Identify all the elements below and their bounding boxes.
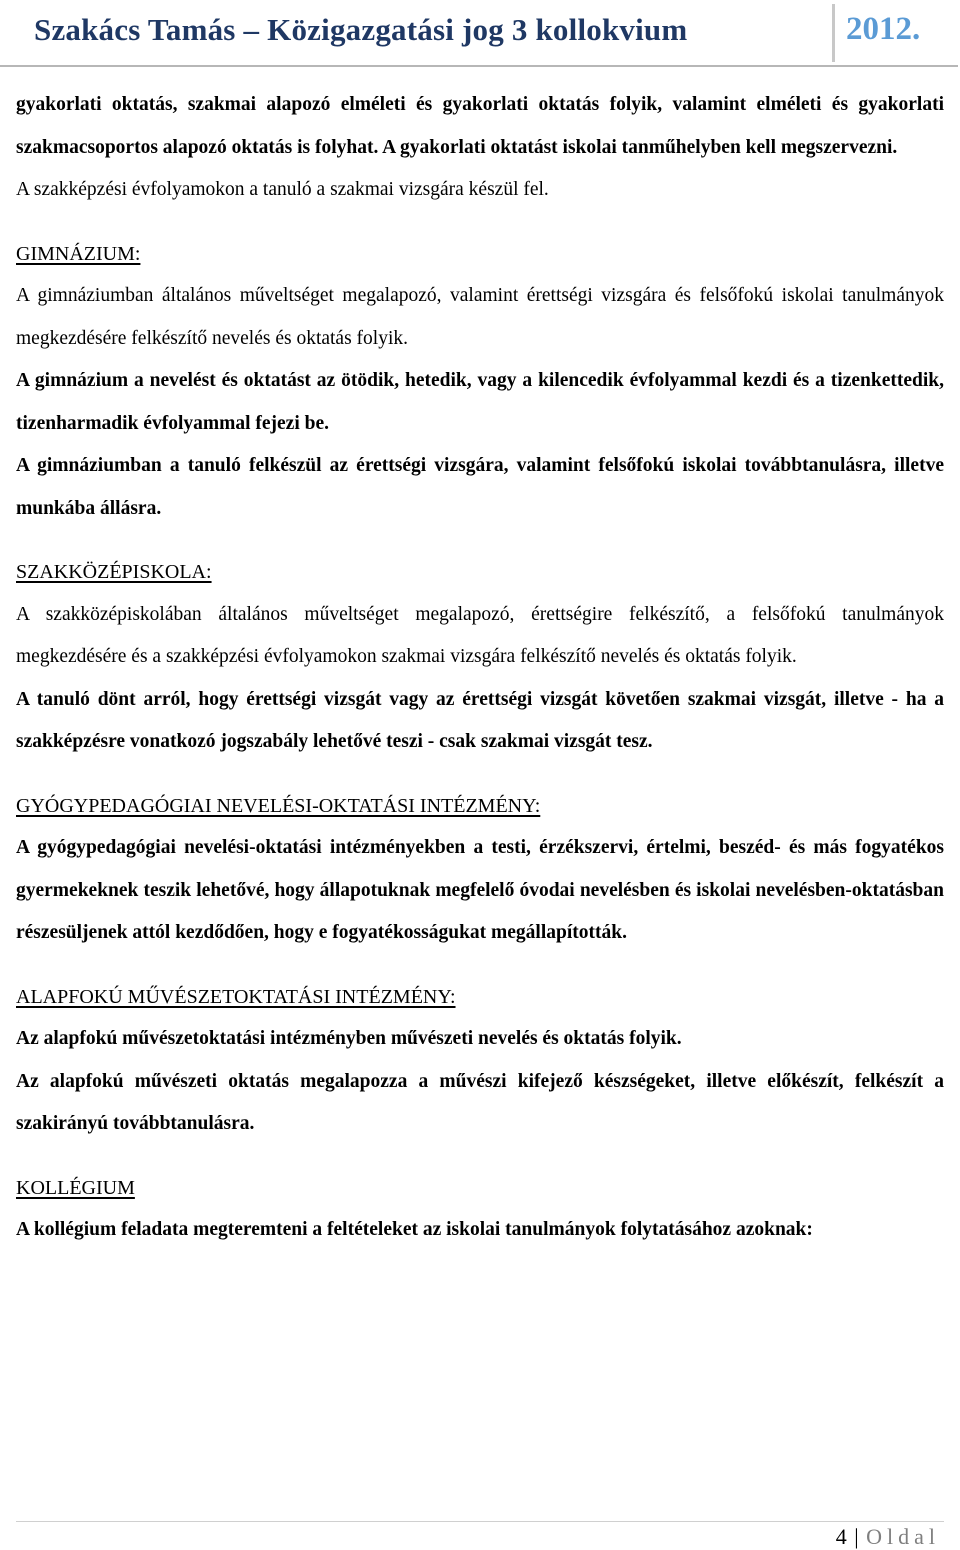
header-rule [0, 65, 958, 67]
gyogypedagogiai-paragraph-1: A gyógypedagógiai nevelési-oktatási intézményekben a testi, érzékszervi, értelmi, beszéd- és más fogyatékos gyermekeknek teszik lehetővé, hogy állapotuknak megfelelő óvodai nevelésben és iskolai nevelésben-oktatásban részesüljenek attól kezdődően, hogy e fogyatékosságukat megállapították. [16, 837, 944, 943]
header-divider [832, 4, 835, 62]
section-heading-gimnazium: GIMNÁZIUM: [16, 242, 141, 265]
szakkozepiskola-paragraph-1: A szakközépiskolában általános műveltséget megalapozó, érettségire felkészítő, a felsőfokú tanulmányok megkezdésére és a szakképzési évfolyamokon szakmai vizsgára felkészítő nevelés és oktatás folyik. [16, 603, 944, 667]
intro-paragraph-1: gyakorlati oktatás, szakmai alapozó elméleti és gyakorlati oktatás folyik, valamint elméleti és gyakorlati szakmacsoportos alapozó oktatás is folyhat. A gyakorlati oktatást iskolai tanműhelyben kell megszervezni. [16, 94, 944, 158]
section-heading-alapfoku: ALAPFOKÚ MŰVÉSZETOKTATÁSI INTÉZMÉNY: [16, 985, 456, 1008]
szakkozepiskola-paragraph-2: A tanuló dönt arról, hogy érettségi vizsgát vagy az érettségi vizsgát követően szakmai vizsgát, illetve - ha a szakképzésre vonatkozó jogszabály lehetővé teszi - csak szakmai vizsgát tesz. [16, 688, 944, 752]
section-heading-szakkozepiskola: SZAKKÖZÉPISKOLA: [16, 561, 212, 583]
alapfoku-paragraph-2: Az alapfokú művészeti oktatás megalapozza a művészi kifejező készségeket, illetve előkészít, felkészít a szakirányú továbbtanulásra. [16, 1070, 944, 1134]
gimnazium-paragraph-1: A gimnáziumban általános műveltséget megalapozó, valamint érettségi vizsgára és felsőfokú iskolai tanulmányok megkezdésére felkészítő nevelés és oktatás folyik. [16, 285, 944, 349]
footer-rule [16, 1521, 944, 1522]
section-heading-kollegium: KOLLÉGIUM [16, 1176, 135, 1199]
header-title: Szakács Tamás – Közigazgatási jog 3 kollokvium [34, 12, 688, 47]
page-footer [836, 1524, 940, 1550]
header-year: 2012. [846, 11, 921, 47]
gimnazium-paragraph-2: A gimnázium a nevelést és oktatást az ötödik, hetedik, vagy a kilencedik évfolyammal kezdi és a tizenkettedik, tizenharmadik évfolyammal fejezi be. [16, 370, 944, 434]
gimnazium-paragraph-3: A gimnáziumban a tanuló felkészül az érettségi vizsgára, valamint felsőfokú iskolai továbbtanulásra, illetve munkába állásra. [16, 455, 944, 519]
document-body [16, 84, 944, 1252]
kollegium-paragraph-1: A kollégium feladata megteremteni a feltételeket az iskolai tanulmányok folytatásához azoknak: [16, 1219, 813, 1240]
page-number: 4 [835, 1524, 847, 1549]
section-heading-gyogypedagogiai: GYÓGYPEDAGÓGIAI NEVELÉSI-OKTATÁSI INTÉZMÉNY: [16, 794, 541, 817]
footer-separator: | [854, 1524, 859, 1549]
intro-paragraph-2: A szakképzési évfolyamokon a tanuló a szakmai vizsgára készül fel. [16, 179, 549, 200]
page-header [0, 0, 960, 66]
page-word: Oldal [866, 1524, 940, 1549]
alapfoku-paragraph-1: Az alapfokú művészetoktatási intézményben művészeti nevelés és oktatás folyik. [16, 1028, 682, 1049]
